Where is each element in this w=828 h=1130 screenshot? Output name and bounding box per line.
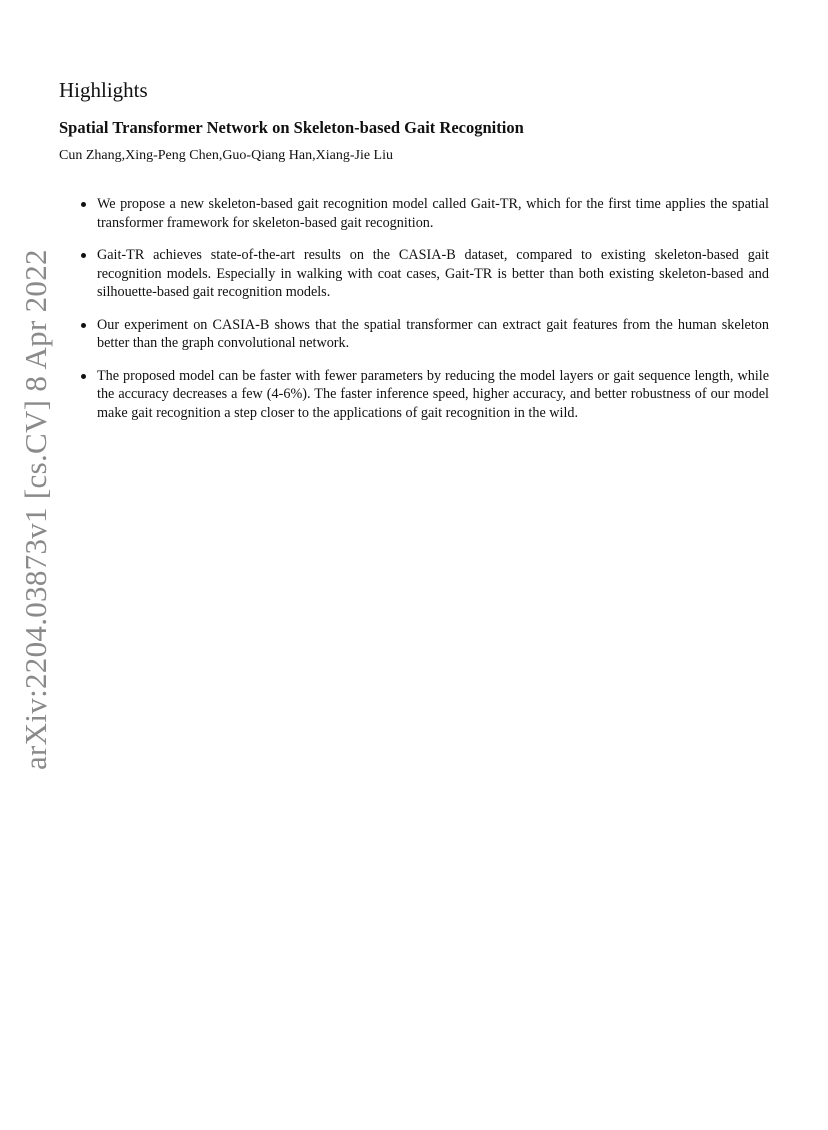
paper-title: Spatial Transformer Network on Skeleton-based Gait Recognition (59, 118, 524, 137)
bullet-icon (81, 202, 86, 207)
bullet-icon (81, 253, 86, 258)
highlights-list (97, 195, 769, 436)
highlight-item (97, 246, 769, 302)
highlight-text: Our experiment on CASIA-B shows that the spatial transformer can extract gait features from the human skeleton better than the graph convolutional network. (97, 316, 769, 351)
highlight-item (97, 316, 769, 353)
section-heading: Highlights (59, 78, 148, 102)
highlight-text: The proposed model can be faster with fewer parameters by reducing the model layers or gait sequence length, while the accuracy decreases a few (4-6%). The faster inference speed, higher accuracy, and better robustness of our model make gait recognition a step closer to the applications of gait recognition in the wild. (97, 367, 769, 421)
highlight-item (97, 367, 769, 423)
bullet-icon (81, 323, 86, 328)
highlight-text: We propose a new skeleton-based gait recognition model called Gait-TR, which for the first time applies the spatial transformer framework for skeleton-based gait recognition. (97, 196, 769, 231)
highlight-item (97, 195, 769, 232)
author-list: Cun Zhang,Xing-Peng Chen,Guo-Qiang Han,Xiang-Jie Liu (59, 148, 393, 163)
arxiv-identifier-stamp: arXiv:2204.03873v1 [cs.CV] 8 Apr 2022 (18, 249, 53, 770)
highlight-text: Gait-TR achieves state-of-the-art results on the CASIA-B dataset, compared to existing skeleton-based gait recognition models. Especially in walking with coat cases, Gait-TR is better than both existing skeleton-based and silhouette-based gait recognition models. (97, 247, 769, 300)
bullet-icon (81, 374, 86, 379)
